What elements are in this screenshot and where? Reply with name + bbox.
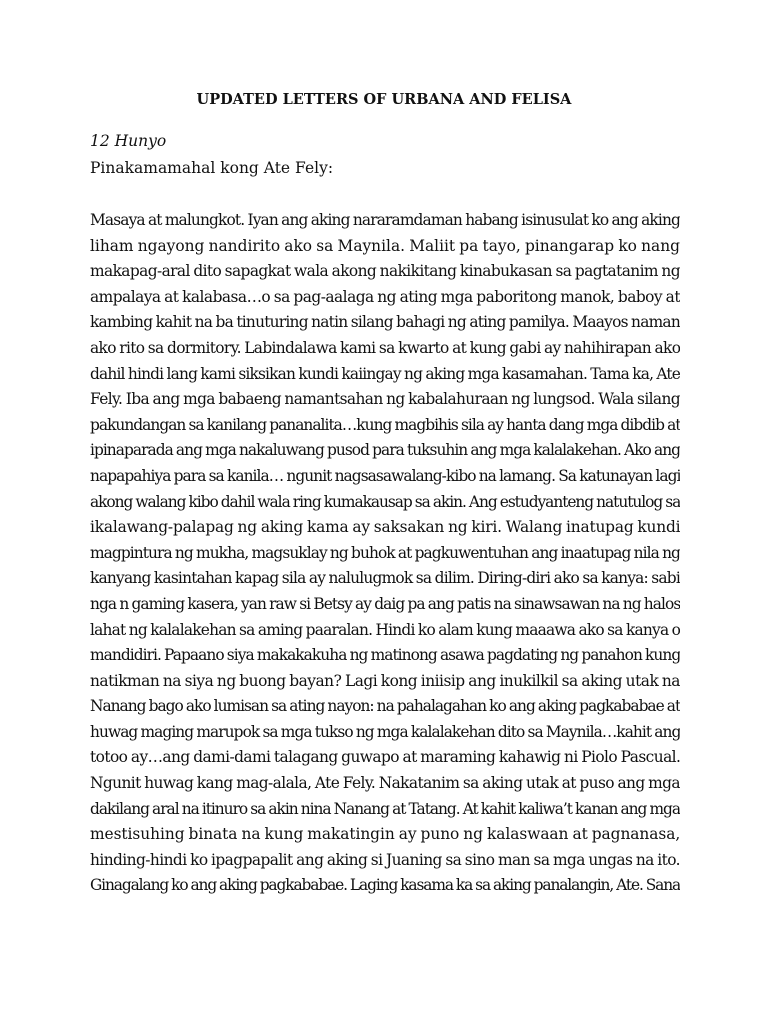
body-line: ipinaparada ang mga nakaluwang pusod para tuksuhin ang mga kalalakehan. Ako ang [90,441,680,460]
body-line: ampalaya at kalabasa…o sa pag-aalaga ng ating mga paboritong manok, baboy at [90,287,680,306]
body-line: ako rito sa dormitory. Labindalawa kami sa kwarto at kung gabi ay nahihirapan ako [90,338,680,357]
body-line: kanyang kasintahan kapag sila ay nalulugmok sa dilim. Diring-diri ako sa kanya: sabi [90,569,680,588]
body-line: mestisuhing binata na kung makatingin ay puno ng kalaswaan at pagnanasa, [90,825,680,844]
body-line: dahil hindi lang kami siksikan kundi kaiingay ng aking mga kasamahan. Tama ka, Ate [90,364,680,383]
letter-salutation: Pinakamamahal kong Ate Fely: [90,159,334,177]
body-line: hinding-hindi ko ipagpapalit ang aking si Juaning sa sino man sa mga ungas na ito. [90,850,680,869]
body-line: kambing kahit na ba tinuturing natin silang bahagi ng ating pamilya. Maayos naman [90,313,680,332]
body-line: totoo ay…ang dami-dami talagang guwapo at maraming kahawig ni Piolo Pascual. [90,748,680,767]
letter-date: 12 Hunyo [90,132,167,150]
body-line: Masaya at malungkot. Iyan ang aking nararamdaman habang isinusulat ko ang aking [90,211,680,229]
body-line: Ginagalang ko ang aking pagkababae. Laging kasama ka sa aking panalangin, Ate. Sana [90,876,680,895]
body-line: nga n gaming kasera, yan raw si Betsy ay daig pa ang patis na sinawsawan na ng halos [90,594,680,613]
body-line: dakilang aral na itinuro sa akin nina Nanang at Tatang. At kahit kaliwa’t kanan ang mga [90,799,680,818]
body-line: akong walang kibo dahil wala ring kumakausap sa akin. Ang estudyanteng natutulog sa [90,492,680,511]
body-line: Ngunit huwag kang mag-alala, Ate Fely. Nakatanim sa aking utak at puso ang mga [90,774,680,793]
letter-body [90,208,680,899]
document-title: UPDATED LETTERS OF URBANA AND FELISA [196,91,572,108]
body-line: Fely. Iba ang mga babaeng namantsahan ng kabalahuraan ng lungsod. Wala silang [90,390,680,409]
body-line: napapahiya para sa kanila… ngunit nagsasawalang-kibo na lamang. Sa katunayan lagi [90,466,680,485]
body-line: magpintura ng mukha, magsuklay ng buhok at pagkuwentuhan ang inaatupag nila ng [90,543,680,562]
body-line: natikman na siya ng buong bayan? Lagi kong iniisip ang inukilkil sa aking utak na [90,671,680,690]
body-line: liham ngayong nandirito ako sa Maynila. Maliit pa tayo, pinangarap ko nang [90,236,680,255]
body-line: Nanang bago ako lumisan sa ating nayon: na pahalagahan ko ang aking pagkababae at [90,697,680,716]
body-line: pakundangan sa kanilang pananalita…kung magbihis sila ay hanta dang mga dibdib at [90,415,680,434]
body-line: ikalawang-palapag ng aking kama ay saksakan ng kiri. Walang inatupag kundi [90,518,680,537]
body-line: huwag maging marupok sa mga tukso ng mga kalalakehan dito sa Maynila…kahit ang [90,722,680,741]
body-line: makapag-aral dito sapagkat wala akong nakikitang kinabukasan sa pagtatanim ng [90,262,680,281]
body-line: lahat ng kalalakehan sa aming paaralan. Hindi ko alam kung maaawa ako sa kanya o [90,620,680,639]
body-line: mandidiri. Papaano siya makakakuha ng matinong asawa pagdating ng panahon kung [90,646,680,665]
